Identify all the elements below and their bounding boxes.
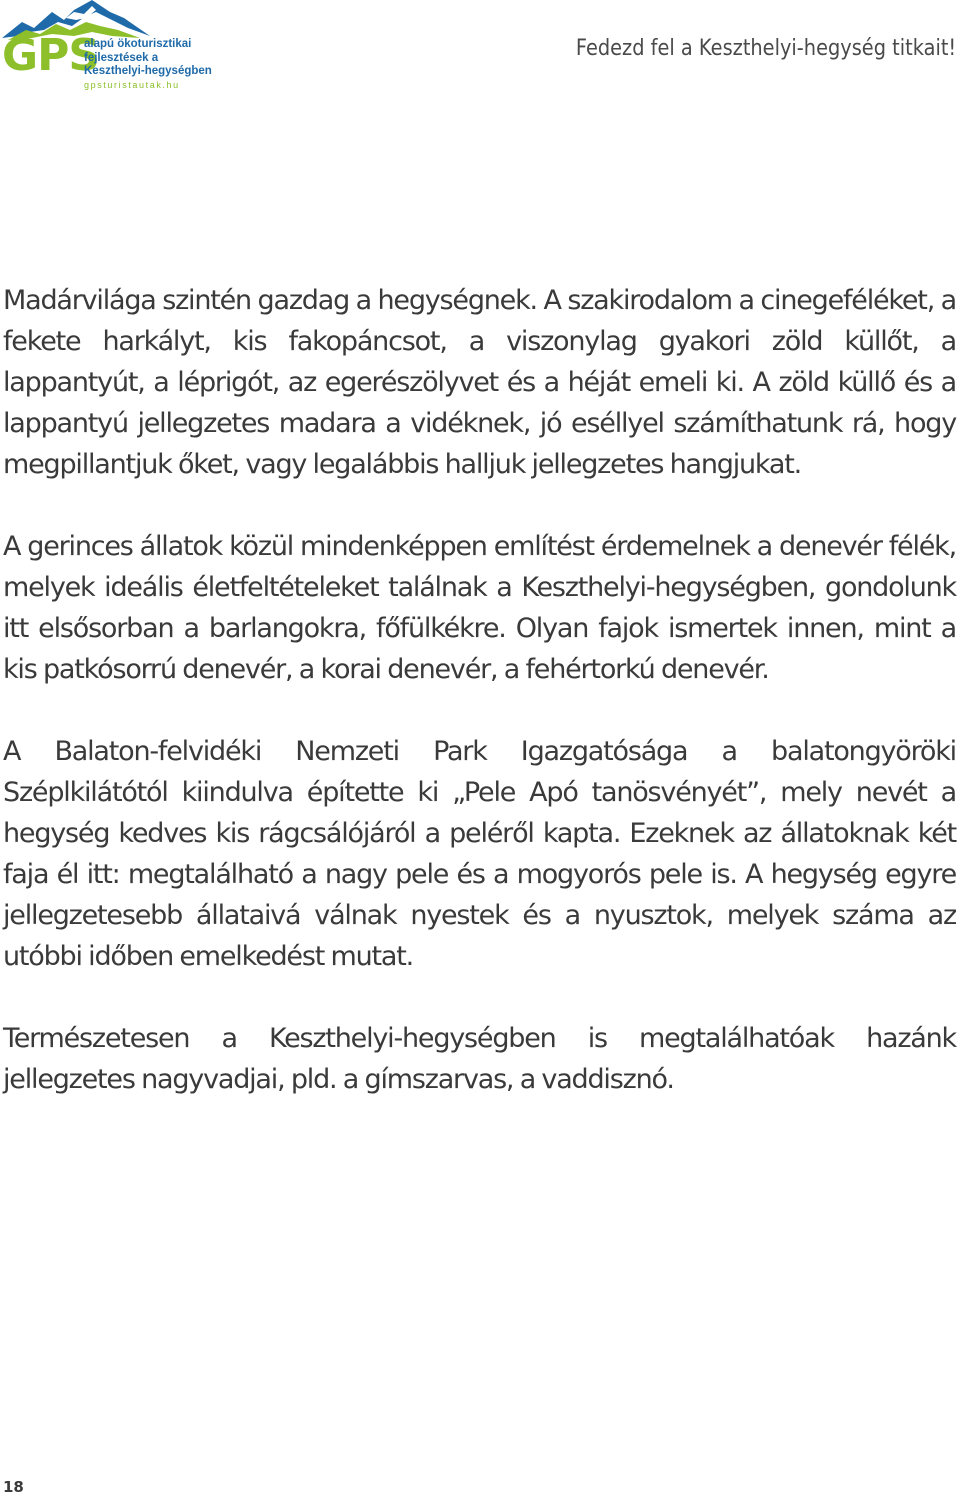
logo-gps-text: GPS — [2, 30, 100, 81]
logo — [0, 0, 220, 96]
logo-subtitle — [84, 38, 212, 79]
paragraph: Madárvilága szintén gazdag a hegységnek. A szakirodalom a cinegeféléket, a fekete harkályt, kis fakopáncsot, a viszonylag gyakori zöld küllőt, a lappantyút, a léprigót, az egerészölyvet és a héját emeli ki. A zöld küllő és a lappantyú jellegzetes madara a vidéknek, jó eséllyel számíthatunk rá, hogy megpillantjuk őket, vagy legalábbis halljuk jellegzetes hangjukat. — [3, 285, 956, 480]
paragraph: A gerinces állatok közül mindenképpen említést érdemelnek a denevér félék, melyek ideális életfeltételeket találnak a Keszthelyi-hegységben, gondolunk itt elsősorban a barlangokra, főfülkékre. Olyan fajok ismertek innen, mint a kis patkósorrú denevér, a korai denevér, a fehértorkú denevér. — [3, 531, 956, 685]
header-tagline: Fedezd fel a Keszthelyi-hegység titkait! — [575, 36, 956, 61]
paragraph: Természetesen a Keszthelyi-hegységben is megtalálhatóak hazánk jellegzetes nagyvadjai, pld. a gímszarvas, a vaddisznó. — [3, 1023, 956, 1095]
page-header — [0, 0, 960, 100]
logo-line: fejlesztések a — [84, 51, 159, 64]
paragraph: A Balaton-felvidéki Nemzeti Park Igazgatósága a balatongyöröki Széplkilátótól kiindulva építette ki „Pele Apó tanösvényét”, mely nevét a hegység kedves kis rágcsálójáról a peléről kapta. Ezeknek az állatoknak két faja él itt: megtalálható a nagy pele és a mogyorós pele is. A hegység egyre jellegzetesebb állataivá válnak nyestek és a nyusztok, melyek száma az utóbbi időben emelkedést mutat. — [3, 736, 956, 972]
article-body — [3, 280, 956, 1141]
page-number: 18 — [3, 1478, 24, 1496]
logo-line: Keszthelyi-hegységben — [84, 65, 212, 77]
logo-line: alapú ökoturisztikai — [84, 38, 192, 50]
logo-url: gpsturistautak.hu — [84, 80, 180, 90]
